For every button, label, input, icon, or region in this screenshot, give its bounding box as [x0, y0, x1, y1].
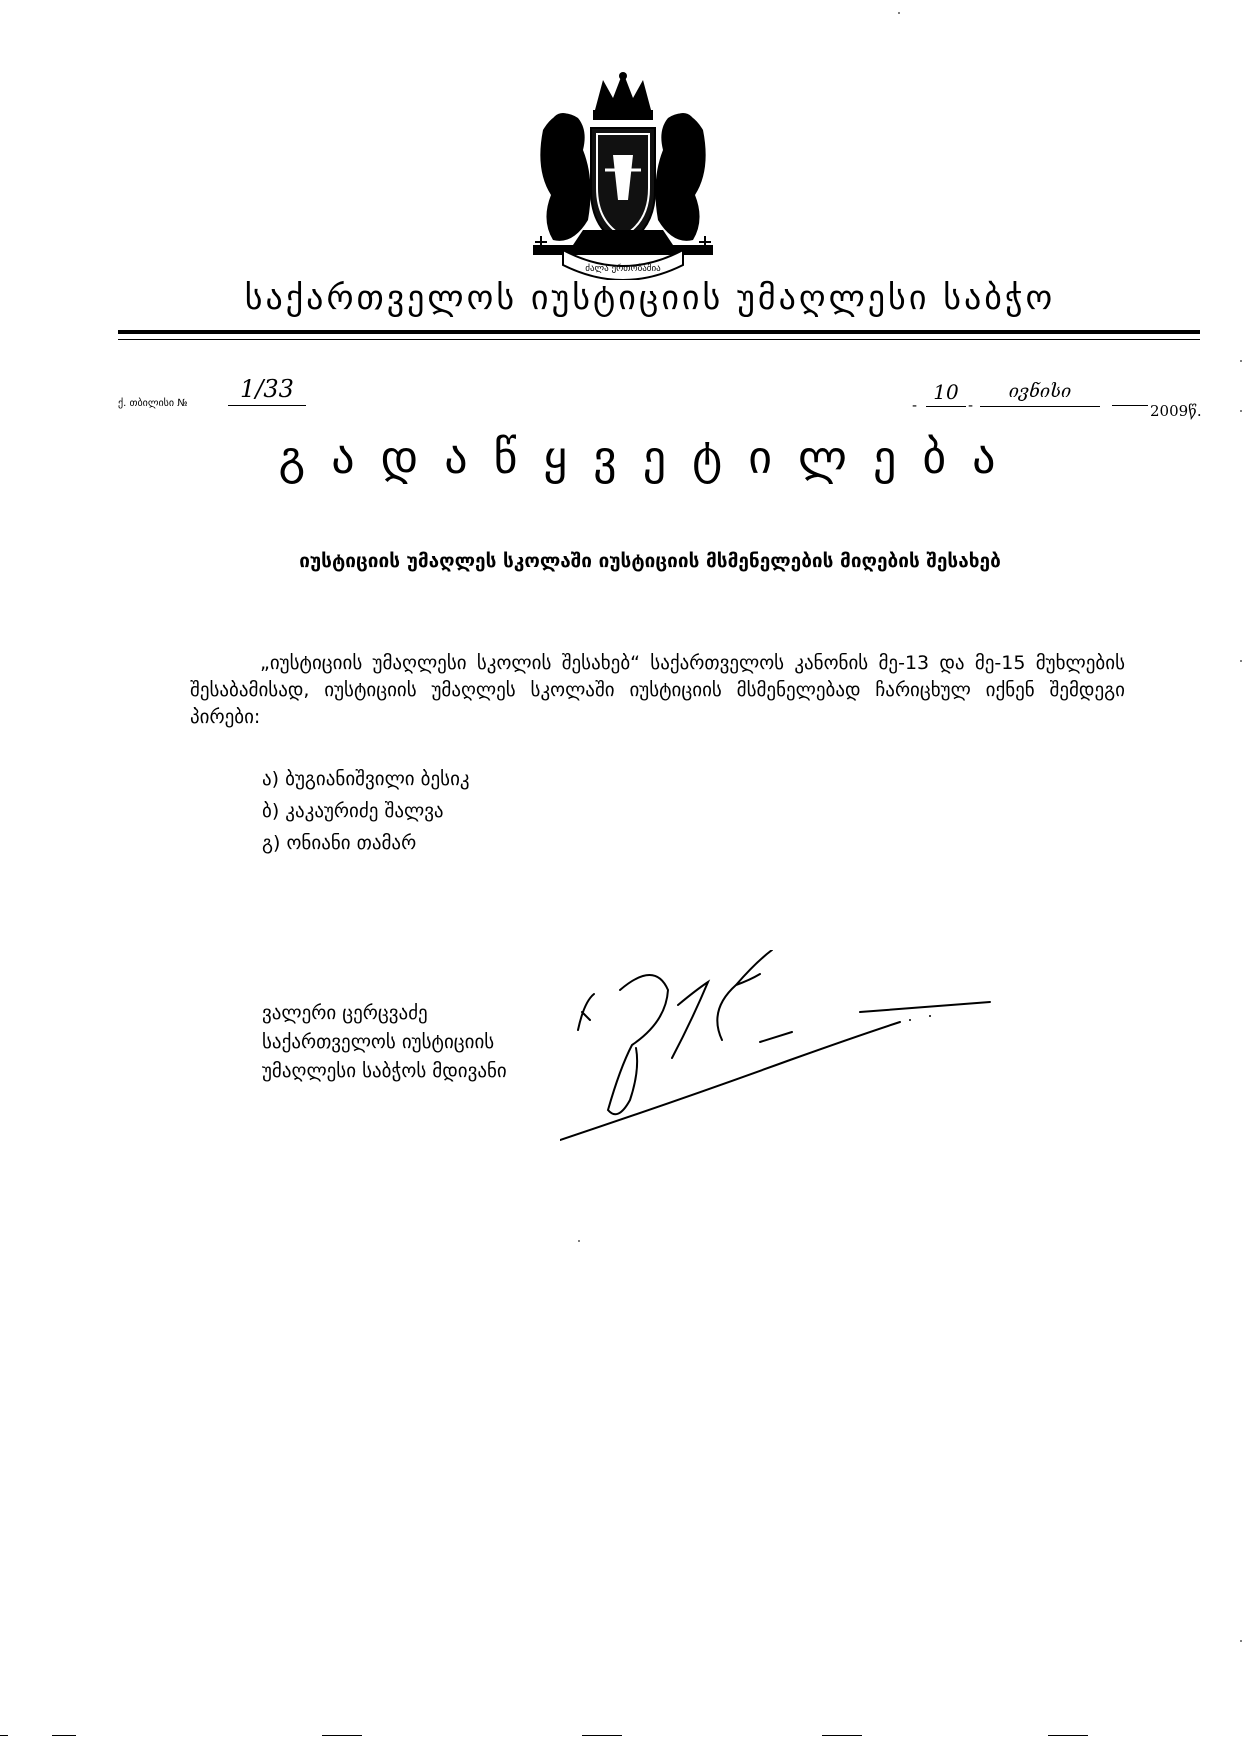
scan-speck	[1240, 410, 1242, 412]
list-name: ბუგიანიშვილი ბესიკ	[285, 768, 470, 790]
document-number-label: ქ. თბილისი №	[118, 398, 188, 409]
document-title: გადაწყვეტილება	[278, 430, 1022, 484]
body-paragraph: „იუსტიციის უმაღლესი სკოლის შესახებ“ საქართველოს კანონის მე-13 და მე-15 მუხლების შესაბამისად, იუსტიციის უმაღლეს სკოლაში იუსტიციის მსმენელებად ჩარიცხულ იქნენ შემდეგი პირები:	[190, 652, 1125, 728]
scan-speck	[578, 1240, 580, 1242]
list-marker: ა)	[262, 768, 280, 790]
date-year: 2009წ.	[1150, 402, 1202, 420]
signatory-organization: საქართველოს იუსტიციის	[262, 1031, 495, 1053]
date-month: ივნისი	[980, 380, 1100, 407]
scan-mark	[52, 1735, 76, 1736]
list-name: ონიანი თამარ	[286, 832, 417, 854]
scan-speck	[1240, 1640, 1242, 1642]
date-separator: -	[968, 398, 974, 414]
list-item	[262, 800, 444, 822]
scan-mark	[1048, 1735, 1088, 1736]
handwritten-signature	[560, 950, 1020, 1150]
scan-speck	[1240, 660, 1242, 662]
list-item	[262, 832, 416, 854]
list-name: კაკაურიძე შალვა	[285, 800, 444, 822]
document-number-value: 1/33	[228, 375, 306, 406]
coat-of-arms-emblem	[533, 70, 713, 280]
scan-mark	[822, 1735, 862, 1736]
scan-mark	[322, 1735, 362, 1736]
scan-mark	[0, 1735, 8, 1736]
motto-text: ძალა ერთობაშია	[585, 264, 661, 274]
list-marker: გ)	[262, 832, 281, 854]
signatory-position: უმაღლესი საბჭოს მდივანი	[262, 1060, 507, 1082]
date-day: 10	[926, 380, 966, 407]
organization-name: საქართველოს იუსტიციის უმაღლესი საბჭო	[244, 278, 1056, 318]
header-rule-thick	[118, 330, 1200, 334]
list-marker: ბ)	[262, 800, 280, 822]
scan-speck	[898, 12, 900, 14]
scan-speck	[1240, 360, 1242, 362]
date-blank-line	[1112, 405, 1148, 406]
scan-mark	[582, 1735, 622, 1736]
document-subject: იუსტიციის უმაღლეს სკოლაში იუსტიციის მსმენელების მიღების შესახებ	[299, 550, 1001, 572]
date-separator: -	[912, 398, 918, 414]
header-rule-thin	[118, 339, 1200, 340]
signatory-name: ვალერი ცერცვაძე	[262, 1002, 428, 1024]
list-item	[262, 768, 470, 790]
